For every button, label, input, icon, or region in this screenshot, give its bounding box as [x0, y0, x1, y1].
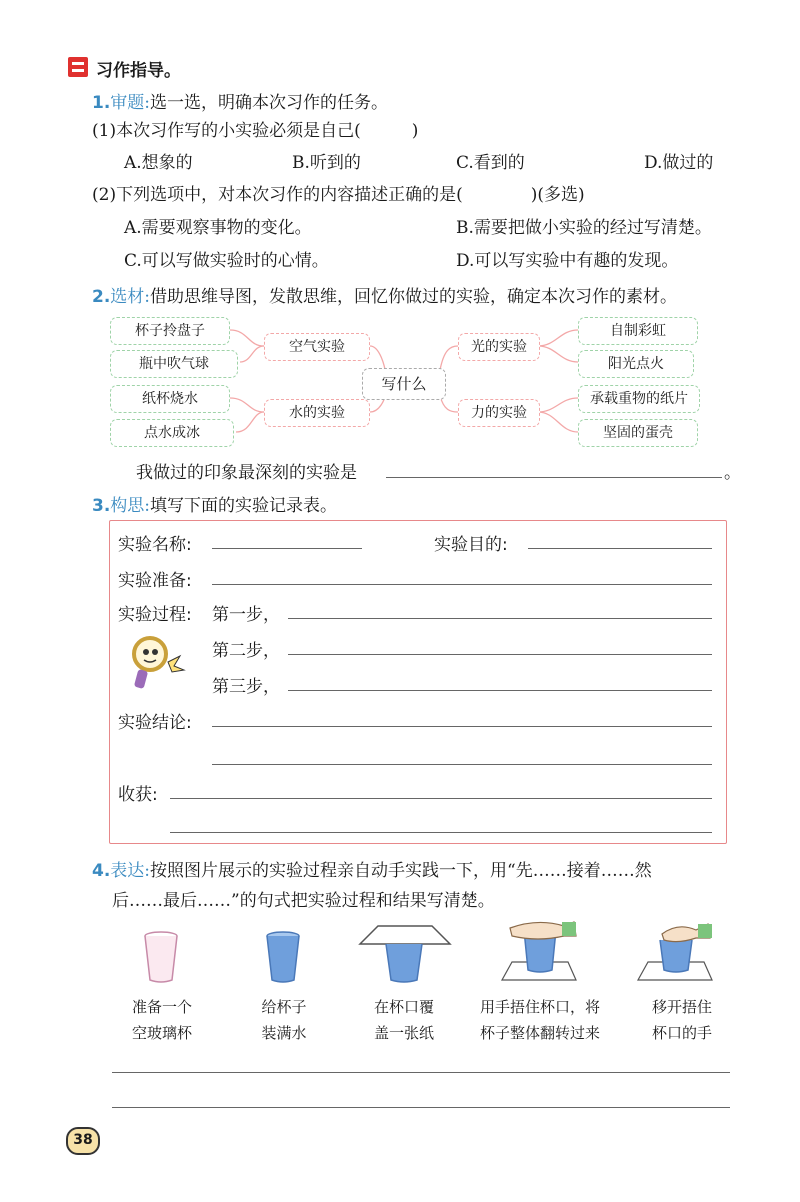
form-conclusion-line-2[interactable]	[212, 764, 712, 765]
q1-sub2-stem: (2)下列选项中，对本次习作的内容描述正确的是( )(多选)	[92, 185, 585, 205]
q4-step-1-caption	[102, 994, 222, 1046]
released-glass-icon	[632, 918, 716, 984]
mindmap-leaf-1: 杯子拎盘子	[110, 317, 230, 345]
form-step-3-label: 第三步，	[212, 677, 280, 697]
q4-step-2-line-1: 给杯子	[261, 998, 307, 1016]
form-conclusion-label: 实验结论:	[118, 713, 192, 733]
mindmap-leaf-8: 坚固的蛋壳	[578, 419, 698, 447]
mindmap-branch-light: 光的实验	[458, 333, 540, 361]
form-gain-line-2[interactable]	[170, 832, 712, 833]
q4-text-line-2: 后……最后……”的句式把实验过程和结果写清楚。	[112, 891, 495, 911]
q2-end-mark: 。	[724, 463, 741, 483]
q4-step-2-caption	[224, 994, 344, 1046]
form-gain-line-1[interactable]	[170, 798, 712, 799]
form-step-3-line[interactable]	[288, 690, 712, 691]
q2-text: 借助思维导图，发散思维，回忆你做过的实验，确定本次习作的素材。	[150, 287, 678, 307]
q4-step-4-line-2: 杯子整体翻转过来	[479, 1024, 600, 1042]
q4-step-4-caption	[466, 994, 614, 1046]
q4-number: 4.	[92, 861, 111, 881]
q3-number: 3.	[92, 496, 111, 516]
q1-number: 1.	[92, 93, 111, 113]
form-step-1-line[interactable]	[288, 618, 712, 619]
inverted-glass-hand-icon	[498, 918, 578, 984]
section-badge	[68, 57, 88, 77]
q4-answer-line-1[interactable]	[112, 1072, 730, 1073]
form-gain-label: 收获:	[118, 785, 158, 805]
mindmap-center: 写什么	[362, 368, 446, 400]
magnifier-icon	[128, 632, 188, 694]
q1-sub2-option-d: D.可以写实验中有趣的发现。	[456, 251, 679, 271]
q1-sub1-stem: (1)本次习作写的小实验必须是自己( )	[92, 121, 419, 141]
mindmap-leaf-7: 承载重物的纸片	[578, 385, 700, 413]
section-title: 习作指导。	[96, 61, 181, 81]
mindmap-leaf-3: 纸杯烧水	[110, 385, 230, 413]
q4-step-3-line-2: 盖一张纸	[373, 1024, 434, 1042]
q1-heading	[92, 88, 388, 113]
mindmap-leaf-4: 点水成冰	[110, 419, 234, 447]
form-step-2-line[interactable]	[288, 654, 712, 655]
q4-text-line-1: 按照图片展示的实验过程亲自动手实践一下，用“先……接着……然	[150, 861, 652, 881]
mindmap-leaf-2: 瓶中吹气球	[110, 350, 238, 378]
form-step-1-label: 第一步，	[212, 605, 280, 625]
q2-number: 2.	[92, 287, 111, 307]
q1-sub2-option-c: C.可以写做实验时的心情。	[124, 251, 329, 271]
q4-heading	[92, 856, 652, 881]
mindmap-leaf-6: 阳光点火	[578, 350, 694, 378]
q2-answer-line[interactable]	[386, 477, 722, 478]
q1-text: 选一选，明确本次习作的任务。	[150, 93, 389, 113]
q4-step-5-line-1: 移开捂住	[651, 998, 712, 1016]
q4-step-1-line-1: 准备一个	[131, 998, 192, 1016]
q4-step-3-caption	[344, 994, 464, 1046]
form-process-label: 实验过程:	[118, 605, 192, 625]
q3-heading	[92, 491, 337, 516]
q4-step-4-line-1: 用手捂住杯口，将	[479, 998, 600, 1016]
q4-step-3-line-1: 在杯口覆	[373, 998, 434, 1016]
experiment-record-form	[109, 520, 727, 844]
form-purpose-label: 实验目的:	[434, 535, 508, 555]
mindmap-leaf-5: 自制彩虹	[578, 317, 698, 345]
q1-tag: 审题:	[110, 93, 151, 113]
q4-step-5-line-2: 杯口的手	[651, 1024, 712, 1042]
empty-glass-icon	[140, 930, 182, 986]
paper-covered-glass-icon	[356, 922, 452, 986]
form-step-2-label: 第二步，	[212, 641, 280, 661]
form-prep-line[interactable]	[212, 584, 712, 585]
q4-step-2-line-2: 装满水	[261, 1024, 307, 1042]
q1-sub2-option-a: A.需要观察事物的变化。	[124, 218, 312, 238]
q4-step-5-caption	[622, 994, 742, 1046]
q2-tag: 选材:	[110, 287, 151, 307]
water-glass-icon	[262, 930, 304, 986]
form-conclusion-line-1[interactable]	[212, 726, 712, 727]
mindmap-branch-air: 空气实验	[264, 333, 370, 361]
form-name-line[interactable]	[212, 548, 362, 549]
mindmap-branch-water: 水的实验	[264, 399, 370, 427]
q1-sub1-option-a: A.想象的	[124, 153, 193, 173]
form-purpose-line[interactable]	[528, 548, 712, 549]
mindmap-branch-force: 力的实验	[458, 399, 540, 427]
q3-text: 填写下面的实验记录表。	[150, 496, 338, 516]
page-number: 38	[66, 1127, 100, 1155]
form-name-label: 实验名称:	[118, 535, 192, 555]
q2-prompt: 我做过的印象最深刻的实验是	[136, 463, 357, 483]
q1-sub2-option-b: B.需要把做小实验的经过写清楚。	[456, 218, 712, 238]
q1-sub1-option-c: C.看到的	[456, 153, 525, 173]
q4-tag: 表达:	[110, 861, 151, 881]
q1-sub1-option-b: B.听到的	[292, 153, 361, 173]
q3-tag: 构思:	[110, 496, 151, 516]
form-prep-label: 实验准备:	[118, 571, 192, 591]
q1-sub1-option-d: D.做过的	[644, 153, 714, 173]
q4-step-1-line-2: 空玻璃杯	[131, 1024, 192, 1042]
q4-answer-line-2[interactable]	[112, 1107, 730, 1108]
